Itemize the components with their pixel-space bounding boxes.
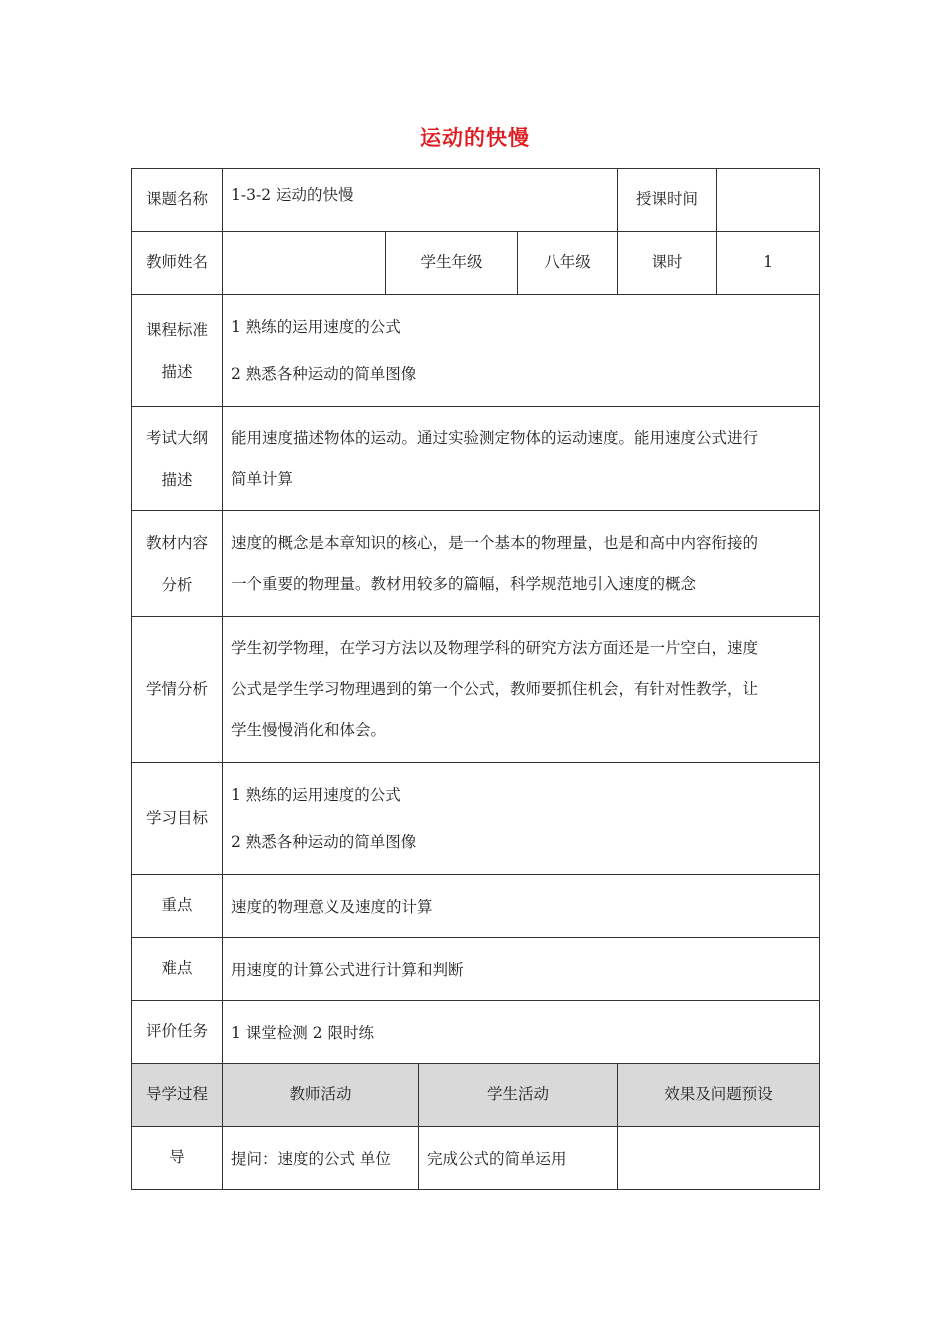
curriculum-standard-item: 2 熟悉各种运动的简单图像 (231, 364, 417, 383)
curriculum-standard-label-line1: 课程标准 (145, 320, 208, 339)
student-analysis-label: 学情分析 (132, 617, 223, 763)
row-difficulty (132, 938, 820, 1001)
process-teacher-activity: 提问：速度的公式 单位 (223, 1127, 419, 1190)
curriculum-standard-item: 1 熟练的运用速度的公式 (231, 317, 401, 336)
exam-syllabus-label-line2: 描述 (161, 470, 193, 489)
curriculum-standard-label-line2: 描述 (161, 362, 193, 381)
material-analysis-label-line2: 分析 (161, 575, 193, 594)
exam-syllabus-label (132, 407, 223, 511)
difficulty-label: 难点 (132, 938, 223, 1001)
student-analysis-line: 学生初学物理，在学习方法以及物理学科的研究方法方面还是一片空白，速度 (231, 639, 759, 657)
material-analysis-content (223, 511, 820, 617)
row-topic (132, 169, 820, 232)
row-curriculum-standard (132, 295, 820, 407)
exam-syllabus-content (223, 407, 820, 511)
process-stage: 导 (132, 1127, 223, 1190)
document-title: 运动的快慢 (420, 126, 530, 150)
exam-syllabus-line: 能用速度描述物体的运动。通过实验测定物体的运动速度。能用速度公式进行 (231, 428, 759, 447)
row-process-guide (132, 1127, 820, 1190)
curriculum-standard-label (132, 295, 223, 407)
class-time-value (717, 169, 820, 232)
row-evaluation (132, 1001, 820, 1064)
exam-syllabus-label-line1: 考试大纲 (145, 428, 208, 447)
material-analysis-label (132, 511, 223, 617)
topic-label: 课题名称 (132, 169, 223, 232)
student-analysis-line: 公式是学生学习物理遇到的第一个公式，教师要抓住机会，有针对性教学，让 (231, 680, 759, 698)
evaluation-label: 评价任务 (132, 1001, 223, 1064)
student-analysis-content (223, 617, 820, 763)
row-material-analysis (132, 511, 820, 617)
class-time-label: 授课时间 (618, 169, 717, 232)
evaluation-value: 1 课堂检测 2 限时练 (223, 1001, 820, 1064)
row-key-point (132, 875, 820, 938)
exam-syllabus-line: 简单计算 (231, 469, 294, 488)
period-label: 课时 (618, 232, 717, 295)
key-point-label: 重点 (132, 875, 223, 938)
row-teacher (132, 232, 820, 295)
material-analysis-line: 速度的概念是本章知识的核心，是一个基本的物理量，也是和高中内容衔接的 (231, 533, 759, 552)
student-analysis-line: 学生慢慢消化和体会。 (231, 721, 387, 739)
grade-value: 八年级 (518, 232, 618, 295)
curriculum-standard-content (223, 295, 820, 407)
process-header-student: 学生活动 (419, 1064, 618, 1127)
row-learning-goals (132, 763, 820, 875)
grade-label: 学生年级 (386, 232, 518, 295)
process-effect (618, 1127, 820, 1190)
period-value: 1 (717, 232, 820, 295)
row-exam-syllabus (132, 407, 820, 511)
lesson-plan-table (131, 168, 820, 1190)
process-header-stage: 导学过程 (132, 1064, 223, 1127)
row-process-header (132, 1064, 820, 1127)
topic-value: 1-3-2 运动的快慢 (223, 169, 618, 232)
key-point-value: 速度的物理意义及速度的计算 (223, 875, 820, 938)
learning-goal-item: 2 熟悉各种运动的简单图像 (231, 832, 417, 851)
material-analysis-label-line1: 教材内容 (145, 533, 208, 552)
process-header-effect: 效果及问题预设 (618, 1064, 820, 1127)
process-header-teacher: 教师活动 (223, 1064, 419, 1127)
learning-goals-content (223, 763, 820, 875)
process-student-activity: 完成公式的简单运用 (419, 1127, 618, 1190)
teacher-value (223, 232, 386, 295)
difficulty-value: 用速度的计算公式进行计算和判断 (223, 938, 820, 1001)
teacher-label: 教师姓名 (132, 232, 223, 295)
learning-goal-item: 1 熟练的运用速度的公式 (231, 785, 401, 804)
row-student-analysis (132, 617, 820, 763)
material-analysis-line: 一个重要的物理量。教材用较多的篇幅，科学规范地引入速度的概念 (231, 574, 697, 593)
learning-goals-label: 学习目标 (132, 763, 223, 875)
